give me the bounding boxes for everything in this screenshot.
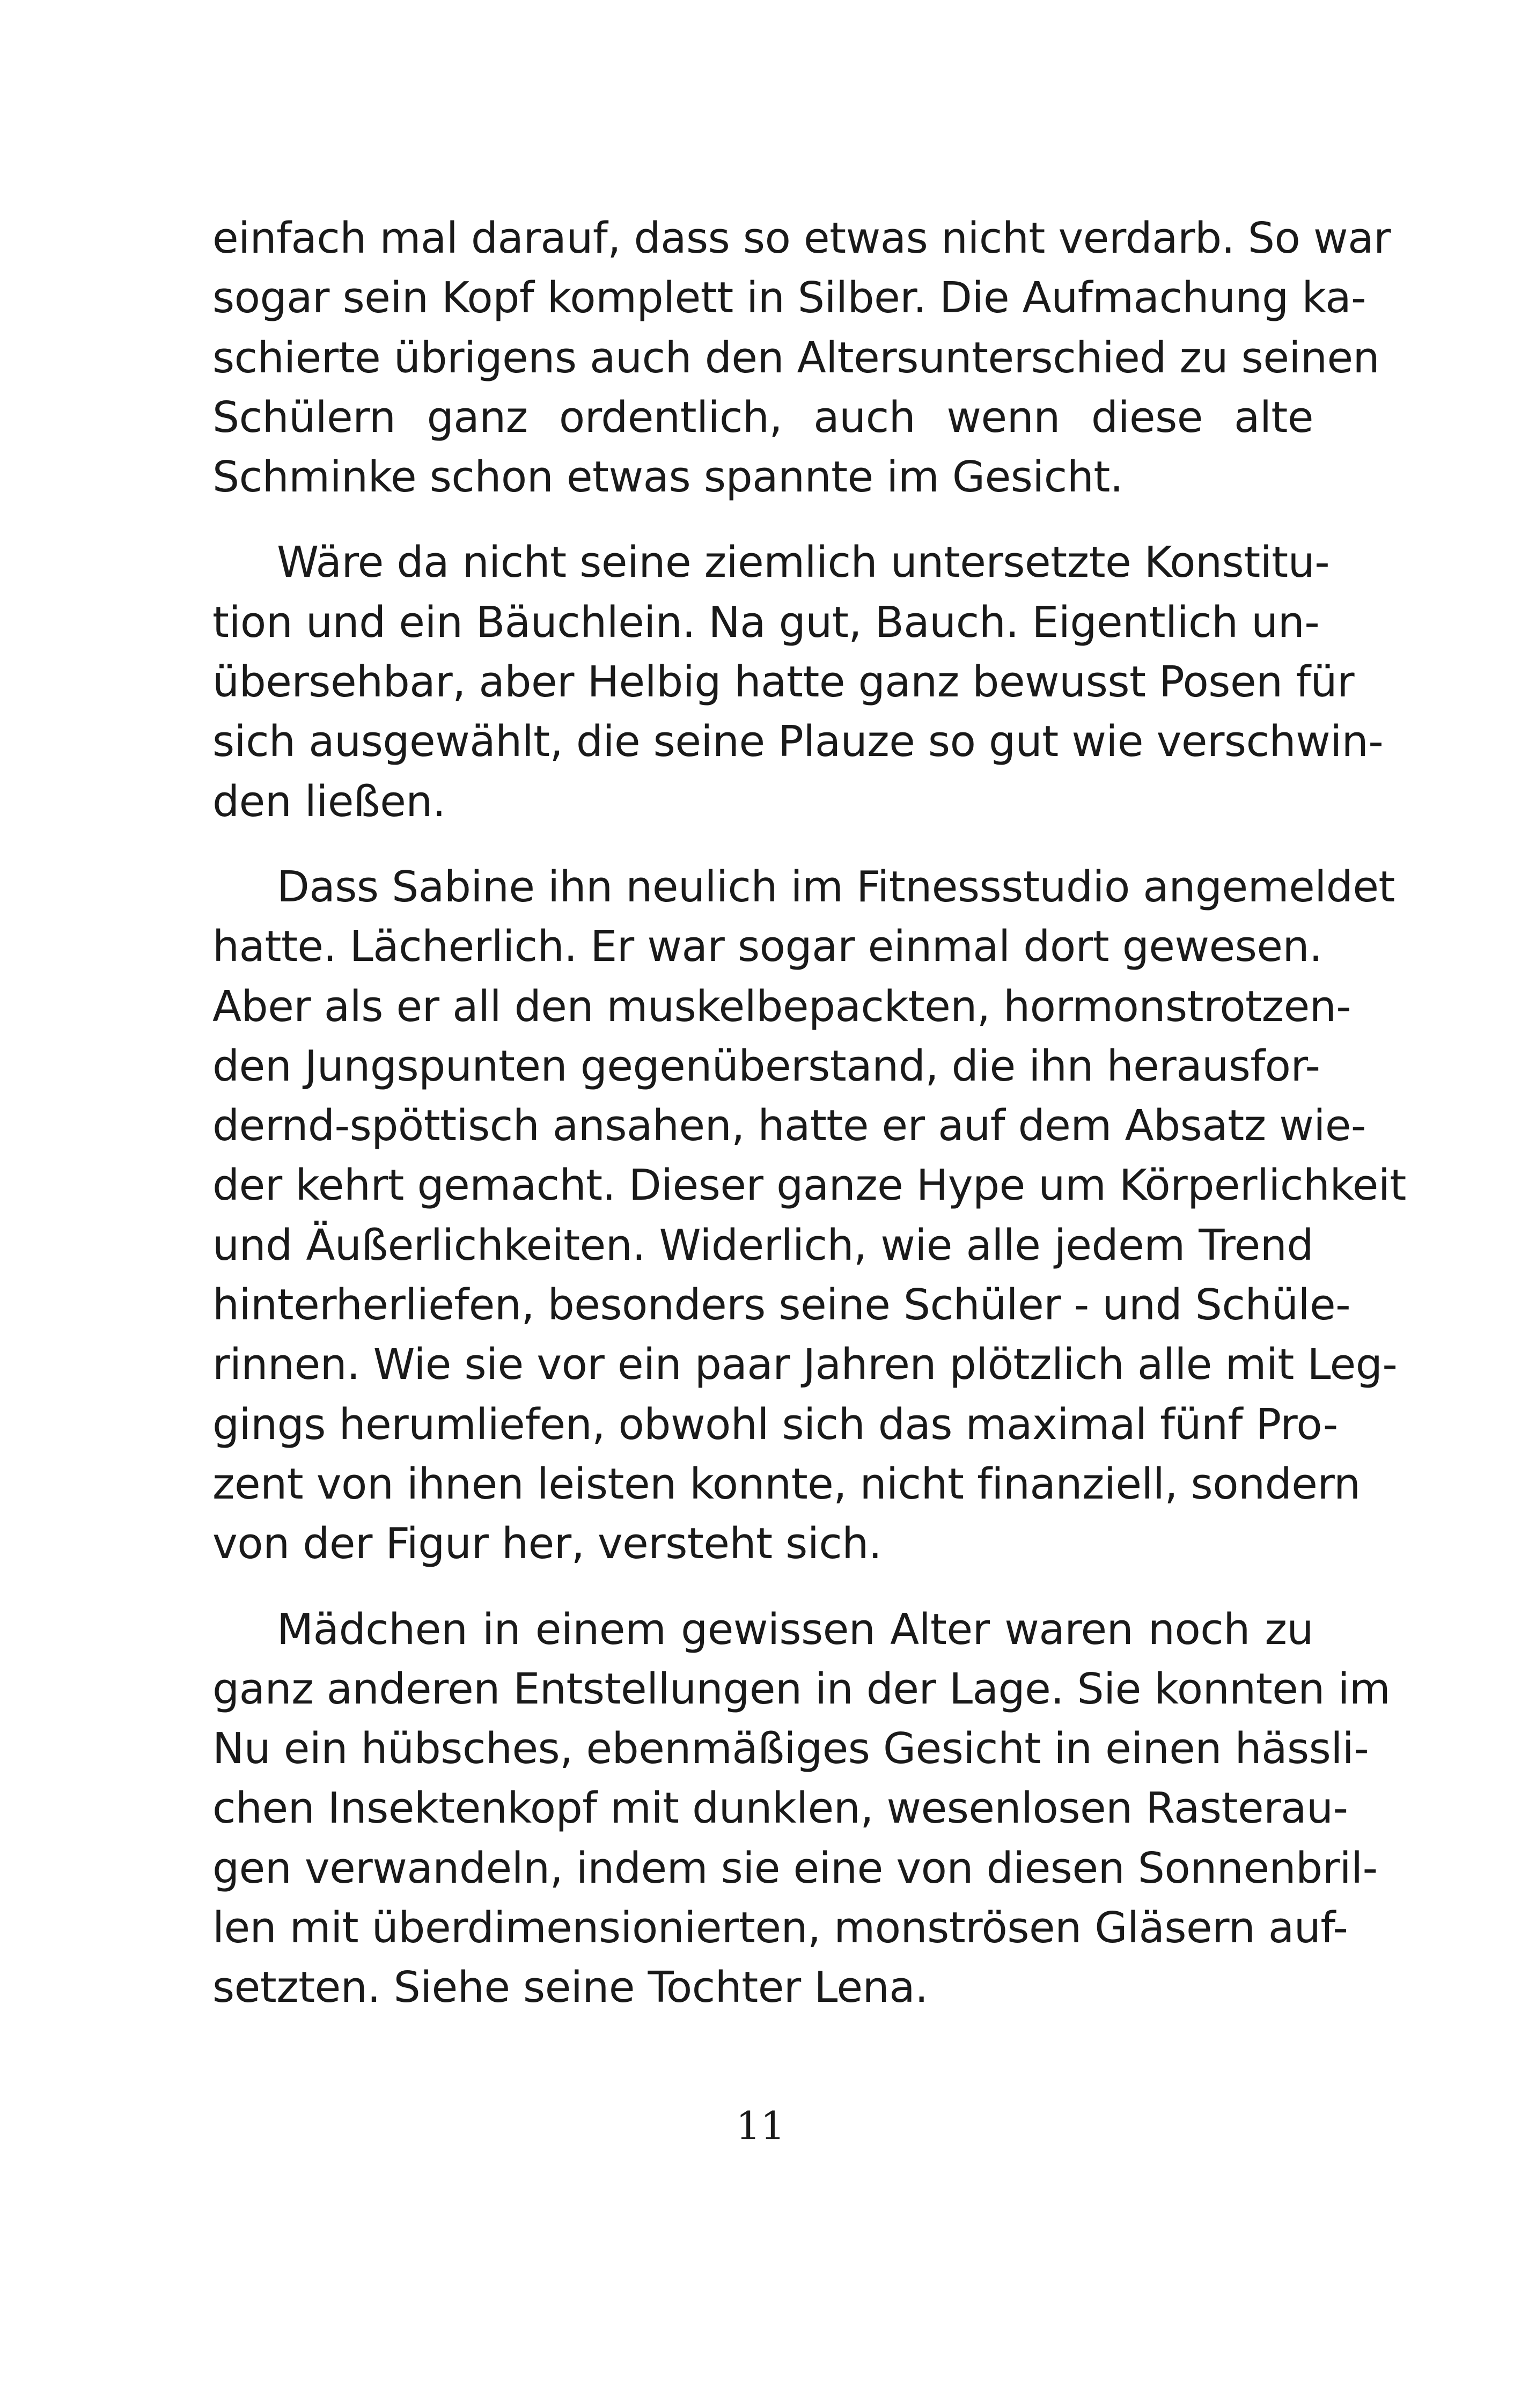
text-line: der kehrt gemacht. Dieser ganze Hype um Körperlichkeit xyxy=(212,1161,1406,1210)
text-line: hatte. Lächerlich. Er war sogar einmal dort gewesen. xyxy=(212,922,1322,972)
text-line: Nu ein hübsches, ebenmäßiges Gesicht in einen hässli- xyxy=(212,1724,1369,1774)
text-line: sogar sein Kopf komplett in Silber. Die Aufmachung ka- xyxy=(212,273,1366,323)
paragraph-4 xyxy=(212,1600,1391,2018)
text-line: dernd-spöttisch ansahen, hatte er auf dem Absatz wie- xyxy=(212,1101,1366,1151)
text-line: übersehbar, aber Helbig hatte ganz bewusst Posen für xyxy=(212,657,1355,707)
page-number: 11 xyxy=(736,2103,785,2148)
text-line: Mädchen in einem gewissen Alter waren noch zu xyxy=(277,1604,1313,1654)
paragraph-3 xyxy=(212,857,1406,1574)
text-line: rinnen. Wie sie vor ein paar Jahren plötzlich alle mit Leg- xyxy=(212,1340,1398,1390)
text-line: len mit überdimensionierten, monströsen Gläsern auf- xyxy=(212,1903,1348,1953)
text-line: den Jungspunten gegenüberstand, die ihn herausfor- xyxy=(212,1041,1320,1091)
text-line: gings herumliefen, obwohl sich das maximal fünf Pro- xyxy=(212,1399,1338,1449)
text-line: Dass Sabine ihn neulich im Fitnessstudio angemeldet xyxy=(277,862,1395,912)
paragraph-1 xyxy=(212,209,1391,507)
text-line: zent von ihnen leisten konnte, nicht finanziell, sondern xyxy=(212,1459,1361,1509)
text-line: Schülern ganz ordentlich, auch wenn diese alte xyxy=(212,392,1313,442)
text-line: chen Insektenkopf mit dunklen, wesenlosen Rasterau- xyxy=(212,1783,1348,1833)
text-line: schierte übrigens auch den Altersunterschied zu seinen xyxy=(212,333,1380,383)
paragraph-2 xyxy=(212,533,1384,831)
text-line: ganz anderen Entstellungen in der Lage. Sie konnten im xyxy=(212,1664,1391,1714)
text-line: gen verwandeln, indem sie eine von diesen Sonnenbril- xyxy=(212,1843,1378,1893)
text-line: den ließen. xyxy=(212,776,446,826)
text-line: Schminke schon etwas spannte im Gesicht. xyxy=(212,452,1123,502)
text-line: hinterherliefen, besonders seine Schüler - und Schüle- xyxy=(212,1280,1351,1330)
text-line: und Äußerlichkeiten. Widerlich, wie alle jedem Trend xyxy=(212,1220,1313,1270)
text-line: sich ausgewählt, die seine Plauze so gut wie verschwin- xyxy=(212,717,1384,767)
text-line: Wäre da nicht seine ziemlich untersetzte Konstitu- xyxy=(277,538,1330,588)
text-line: von der Figur her, versteht sich. xyxy=(212,1519,882,1569)
text-line: setzten. Siehe seine Tochter Lena. xyxy=(212,1963,928,2013)
text-line: einfach mal darauf, dass so etwas nicht verdarb. So war xyxy=(212,214,1391,263)
text-line: Aber als er all den muskelbepackten, hormonstrotzen- xyxy=(212,981,1351,1031)
text-line: tion und ein Bäuchlein. Na gut, Bauch. Eigentlich un- xyxy=(212,597,1320,647)
body-text xyxy=(212,209,1406,2018)
